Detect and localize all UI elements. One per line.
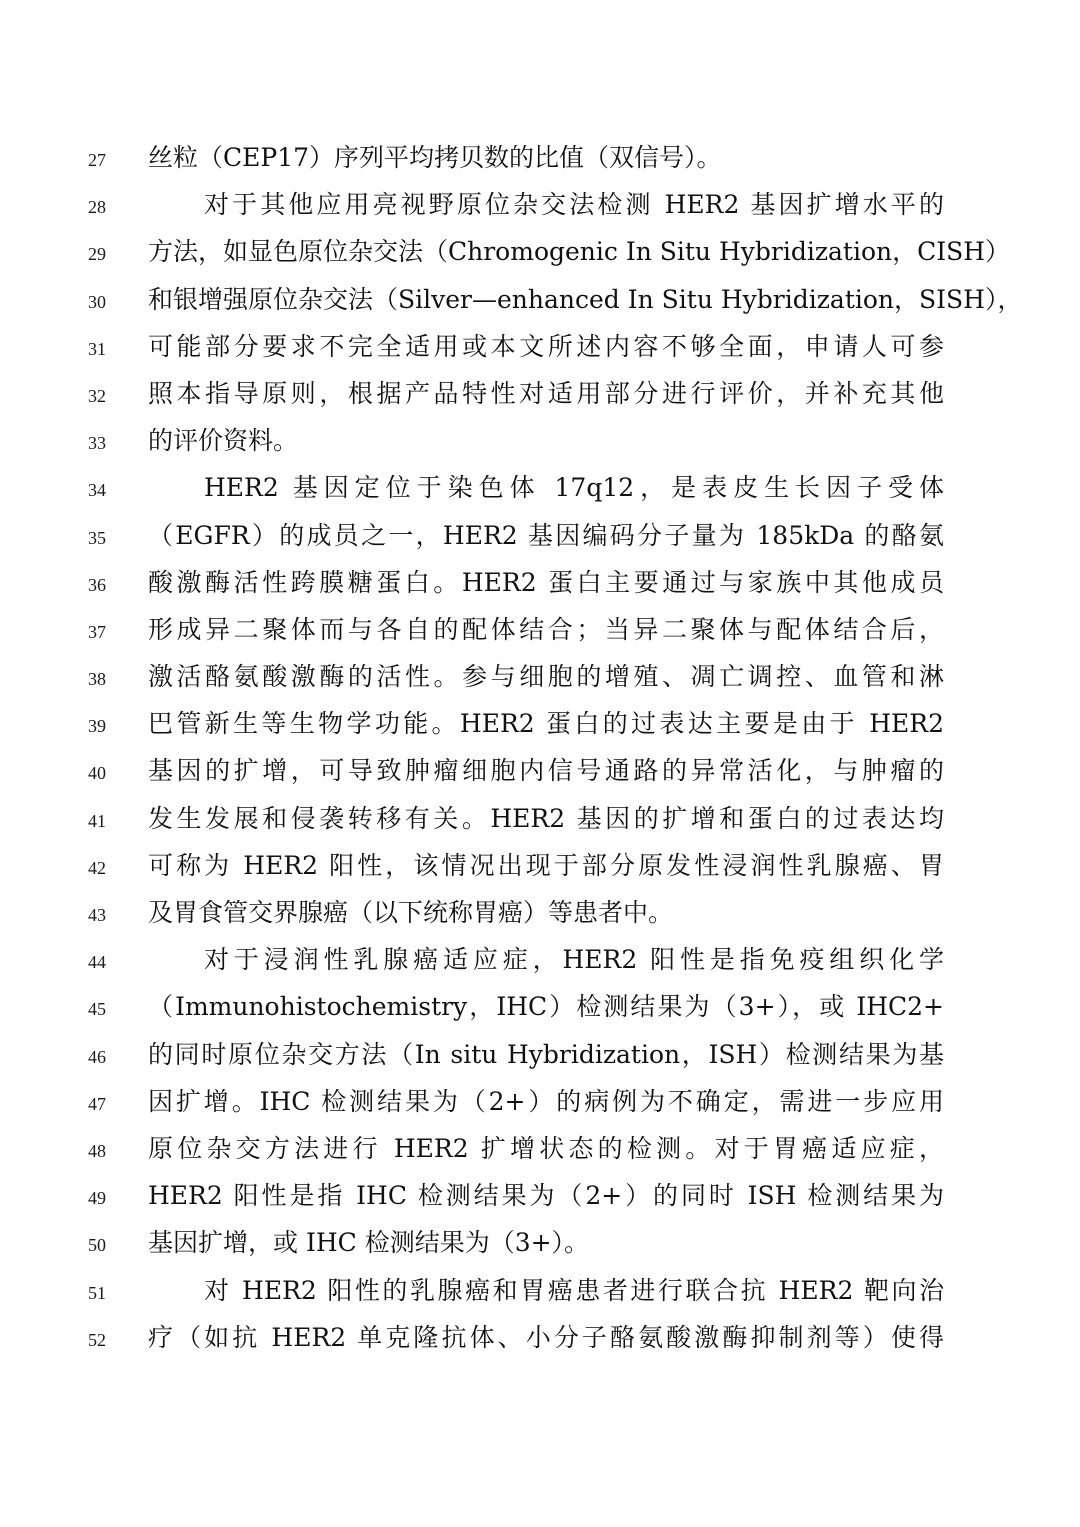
text-line — [0, 514, 1080, 561]
text-line — [0, 749, 1080, 796]
line-number: 36 — [88, 574, 106, 595]
text-line — [0, 136, 1080, 183]
line-text: 基因的扩增，可导致肿瘤细胞内信号通路的异常活化，与肿瘤的 — [148, 756, 944, 786]
text-line — [0, 985, 1080, 1032]
text-body — [0, 136, 1080, 1363]
line-text: 可称为 HER2 阳性，该情况出现于部分原发性浸润性乳腺癌、胃 — [148, 850, 944, 880]
line-text: 巴管新生等生物学功能。HER2 蛋白的过表达主要是由于 HER2 — [148, 709, 944, 739]
text-line — [0, 891, 1080, 938]
line-number: 40 — [88, 763, 106, 784]
line-text: 及胃食管交界腺癌（以下统称胃癌）等患者中。 — [148, 898, 674, 927]
line-number: 49 — [88, 1188, 106, 1209]
text-line — [0, 419, 1080, 466]
line-number: 37 — [88, 621, 106, 642]
line-text: 因扩增。IHC 检测结果为（2+）的病例为不确定，需进一步应用 — [148, 1086, 944, 1116]
line-text: 原位杂交方法进行 HER2 扩增状态的检测。对于胃癌适应症， — [148, 1133, 944, 1163]
line-text: （Immunohistochemistry，IHC）检测结果为（3+），或 IHC2+ — [148, 992, 944, 1022]
line-number: 48 — [88, 1140, 106, 1161]
line-number: 28 — [88, 197, 106, 218]
line-number: 29 — [88, 244, 106, 265]
line-text: 发生发展和侵袭转移有关。HER2 基因的扩增和蛋白的过表达均 — [148, 803, 944, 833]
line-number: 51 — [88, 1282, 106, 1303]
line-number: 42 — [88, 857, 106, 878]
text-line — [0, 1316, 1080, 1363]
line-number: 32 — [88, 385, 106, 406]
line-text: 激活酪氨酸激酶的活性。参与细胞的增殖、凋亡调控、血管和淋 — [148, 662, 944, 692]
text-line — [0, 1080, 1080, 1127]
text-line — [0, 1174, 1080, 1221]
line-number: 43 — [88, 905, 106, 925]
line-text: 和银增强原位杂交法（Silver—enhanced In Situ Hybridization，SISH）， — [148, 284, 1023, 314]
line-number: 34 — [88, 480, 106, 501]
line-text: 方法，如显色原位杂交法（Chromogenic In Situ Hybridization，CISH） — [148, 237, 1011, 267]
text-line — [0, 938, 1080, 985]
text-line — [0, 372, 1080, 419]
text-line — [0, 325, 1080, 372]
line-text: （EGFR）的成员之一，HER2 基因编码分子量为 185kDa 的酪氨 — [148, 520, 944, 550]
text-line — [0, 278, 1080, 325]
line-number: 30 — [88, 291, 106, 312]
line-text: 丝粒（CEP17）序列平均拷贝数的比值（双信号）。 — [148, 143, 722, 172]
line-text: 酸激酶活性跨膜糖蛋白。HER2 蛋白主要通过与家族中其他成员 — [148, 567, 944, 597]
line-number: 39 — [88, 716, 106, 737]
line-number: 38 — [88, 669, 106, 690]
text-line — [0, 183, 1080, 230]
line-text: 的同时原位杂交方法（In situ Hybridization，ISH）检测结果为基 — [148, 1039, 944, 1069]
line-text: 可能部分要求不完全适用或本文所述内容不够全面，申请人可参 — [148, 331, 944, 361]
line-text: 对于其他应用亮视野原位杂交法检测 HER2 基因扩增水平的 — [204, 190, 944, 220]
line-text: HER2 阳性是指 IHC 检测结果为（2+）的同时 ISH 检测结果为 — [148, 1181, 944, 1211]
text-line — [0, 1033, 1080, 1080]
text-line — [0, 1221, 1080, 1268]
text-line — [0, 466, 1080, 513]
line-text: 基因扩增，或 IHC 检测结果为（3+）。 — [148, 1228, 590, 1258]
text-line — [0, 702, 1080, 749]
line-number: 52 — [88, 1329, 106, 1350]
line-number: 46 — [88, 1046, 106, 1067]
line-text: 对 HER2 阳性的乳腺癌和胃癌患者进行联合抗 HER2 靶向治 — [204, 1275, 944, 1305]
text-line — [0, 1269, 1080, 1316]
line-number: 35 — [88, 527, 106, 548]
text-line — [0, 608, 1080, 655]
text-line — [0, 561, 1080, 608]
line-number: 41 — [88, 810, 106, 831]
text-line — [0, 844, 1080, 891]
line-number: 31 — [88, 338, 106, 359]
line-text: 的评价资料。 — [148, 426, 299, 456]
line-number: 50 — [88, 1235, 106, 1256]
line-text: 疗（如抗 HER2 单克隆抗体、小分子酪氨酸激酶抑制剂等）使得 — [148, 1322, 944, 1352]
text-line — [0, 1127, 1080, 1174]
line-text: 照本指导原则，根据产品特性对适用部分进行评价，并补充其他 — [148, 378, 944, 408]
line-text: 形成异二聚体而与各自的配体结合；当异二聚体与配体结合后， — [148, 614, 944, 644]
line-number: 44 — [88, 952, 106, 973]
line-number: 45 — [88, 999, 106, 1020]
line-number: 47 — [88, 1093, 106, 1114]
text-line — [0, 797, 1080, 844]
text-line — [0, 655, 1080, 702]
line-number: 27 — [88, 150, 106, 170]
line-text: 对于浸润性乳腺癌适应症，HER2 阳性是指免疫组织化学 — [204, 945, 944, 975]
line-text: HER2 基因定位于染色体 17q12，是表皮生长因子受体 — [204, 473, 944, 503]
text-line — [0, 230, 1080, 277]
line-number: 33 — [88, 433, 106, 454]
